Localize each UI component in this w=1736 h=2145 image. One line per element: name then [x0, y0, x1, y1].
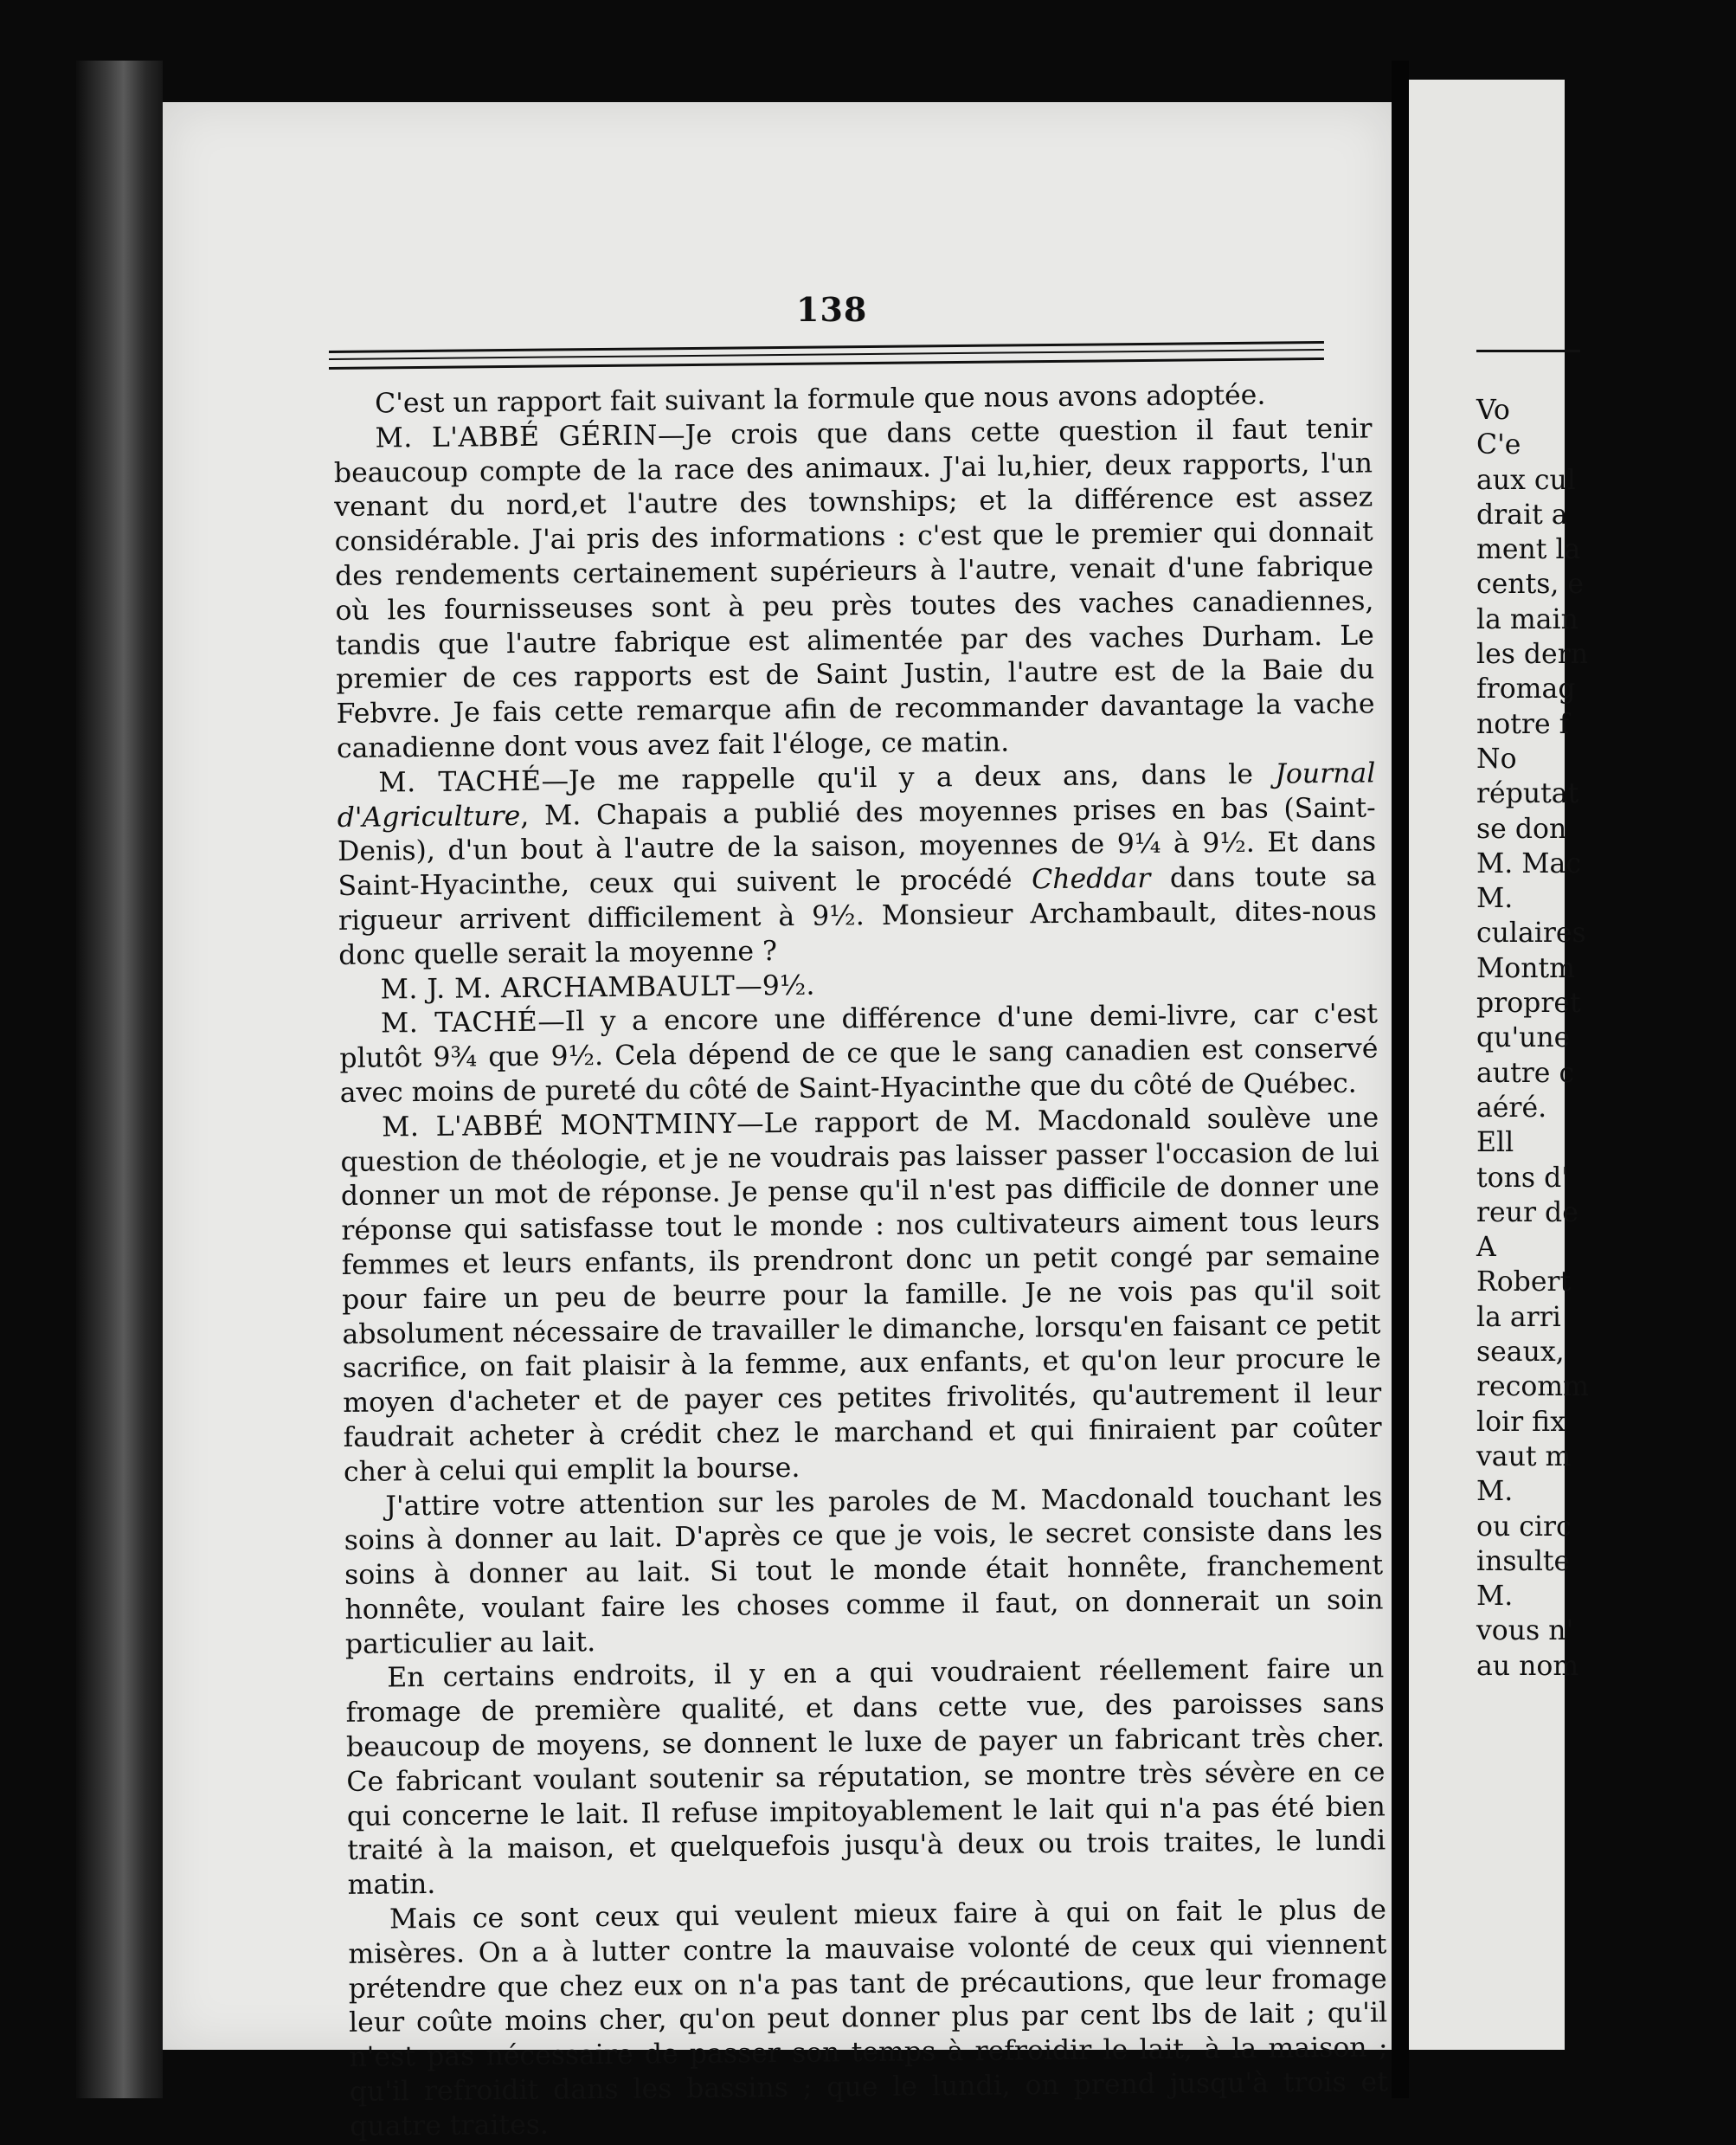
- left-page-body: [333, 377, 1388, 2144]
- speaker-name: M. L'ABBÉ GÉRIN: [375, 420, 659, 454]
- paragraph: [348, 1893, 1389, 2144]
- right-column-line: reur de: [1476, 1196, 1578, 1228]
- paragraph-text: J'attire votre attention sur les paroles de M. Macdonald touchant les soins à donner au lait. D'après ce que je vois, le secret consiste dans les soins à donner au lait. Si tout le monde était honnête, franchement honnête, voulant faire les choses comme il faut, on donnerait un soin particulier au lait.: [344, 1480, 1384, 1660]
- right-page: [1409, 80, 1590, 2050]
- right-header-rule: [1476, 350, 1580, 352]
- italic-text: Journal d'Agriculture: [337, 757, 1376, 834]
- paragraph-text: —Je me rappelle qu'il y a deux ans, dans le: [541, 758, 1276, 797]
- page-number: 138: [796, 290, 868, 329]
- right-column-line: No: [1476, 743, 1517, 775]
- speaker-name: M. J. M. ARCHAMBAULT: [380, 970, 736, 1006]
- right-column-line: réputat: [1476, 778, 1579, 810]
- speaker-name: M. TACHÉ: [380, 1007, 538, 1040]
- paragraph: [339, 998, 1379, 1111]
- right-column-line: notre f: [1476, 708, 1570, 740]
- right-column-line: au nom: [1476, 1650, 1579, 1682]
- paragraph-text: —Le rapport de M. Macdonald soulève une question de théologie, et je ne voudrais pas laisser passer l'occasion de lui donner un mot de réponse. Je pense qu'il n'est pas difficile de donner une réponse qui satisfasse tout le monde : nos cultivateurs aiment tous leurs femmes et leurs enfants, ils prendront donc un petit congé par semaine pour faire un peu de beurre pour la famille. Je ne vois pas qu'il soit absolument nécessaire de travailler le dimanche, lorsqu'en faisant ce petit sacrifice, on fait plaisir à la femme, aux enfants, et qu'on leur procure le moyen d'acheter et de payer ces petites frivolités, qu'autrement il leur faudrait acheter à crédit chez le marchand et qui finiraient par coûter cher à celui qui emplit la bourse.: [340, 1102, 1382, 1488]
- right-column-line: vaut m: [1476, 1440, 1572, 1472]
- right-column-line: M. Mac: [1476, 847, 1581, 879]
- right-column-line: loir fix: [1476, 1406, 1566, 1438]
- paragraph: [333, 412, 1375, 766]
- right-column-line: Robert: [1476, 1266, 1572, 1298]
- right-column-line: M.: [1476, 1476, 1514, 1508]
- right-column-line: les dern: [1476, 639, 1589, 671]
- paragraph: [340, 1101, 1382, 1490]
- right-column-line: ou circ: [1476, 1511, 1572, 1543]
- speaker-name: M. L'ABBÉ MONTMINY: [382, 1108, 737, 1143]
- right-column-line: M.: [1476, 1581, 1514, 1613]
- right-column-line: qu'une: [1476, 1022, 1571, 1054]
- paragraph-text: —9½.: [735, 969, 815, 1002]
- paragraph: [345, 1652, 1386, 1903]
- page-gutter: [1392, 61, 1409, 2098]
- paragraph-text: C'est un rapport fait suivant la formule que nous avons adoptée.: [375, 379, 1266, 420]
- right-column-line: ment la: [1476, 534, 1581, 566]
- paragraph-text: Mais ce sont ceux qui veulent mieux faire à qui on fait le plus de misères. On a à lutter contre la mauvaise volonté de ceux qui viennent prétendre que chez eux on n'a pas tant de précautions, que leur fromage leur coûte moins cher, qu'on peut donner plus par cent lbs de lait ; qu'il n'est pas nécessaire de passer son temps à refroidir le lait, à la maison ; qu'il refroidit dans les bassins ; que le lundi, on prend jusqu'à trois et quatre traites.: [348, 1894, 1389, 2142]
- right-column-line: culaires: [1476, 918, 1586, 950]
- paragraph-text: dans toute sa rigueur arrivent difficilement à 9½. Monsieur Archambault, dites-nous donc quelle serait la moyenne ?: [338, 860, 1378, 971]
- right-column-line: A: [1476, 1232, 1496, 1264]
- right-column-line: tons d': [1476, 1162, 1569, 1194]
- right-column-line: la main: [1476, 603, 1578, 635]
- right-page-column: [1476, 393, 1736, 1684]
- right-column-line: Vo: [1476, 395, 1510, 426]
- right-column-line: cents, e: [1476, 569, 1585, 601]
- paragraph: [344, 1480, 1384, 1662]
- speaker-name: M. TACHÉ: [378, 765, 542, 799]
- right-column-line: aéré.: [1476, 1092, 1547, 1124]
- paragraph-text: —Je crois que dans cette question il faut tenir beaucoup compte de la race des animaux. J'ai lu,hier, deux rapports, l'un venant du nord,et l'autre des townships; et la différence est assez considérable. J'ai pris des informations : c'est que le premier qui donnait des rendements certainement supérieurs à l'autre, venait d'une fabrique où les fournisseuses sont à peu près toutes des vaches canadiennes, tandis que l'autre fabrique est alimentée par des vaches Durham. Le premier de ces rapports est de Saint Justin, l'autre est de la Baie du Febvre. Je fais cette remarque afin de recommander davantage la vache canadienne dont vous avez fait l'éloge, ce matin.: [333, 413, 1375, 764]
- right-column-line: recomm: [1476, 1371, 1590, 1403]
- right-column-line: se don: [1476, 813, 1567, 845]
- right-column-line: aux cul: [1476, 464, 1576, 496]
- right-column-line: insulte: [1476, 1545, 1571, 1577]
- paragraph-text: En certains endroits, il y en a qui voudraient réellement faire un fromage de première qualité, et dans cette vue, des paroisses sans beaucoup de moyens, se donnent le luxe de payer un fabricant très cher. Ce fabricant voulant soutenir sa réputation, se montre très sévère en ce qui concerne le lait. Il refuse impitoyablement le lait qui n'a pas été bien traité à la maison, et quelquefois jusqu'à deux ou trois traites, le lundi matin.: [345, 1652, 1386, 1902]
- right-column-line: fromag: [1476, 673, 1576, 705]
- book-spine-shadow: [76, 61, 163, 2098]
- right-column-line: la arri: [1476, 1301, 1561, 1333]
- right-column-line: vous n': [1476, 1615, 1574, 1647]
- paragraph-text: —Il y a encore une différence d'une demi-livre, car c'est plutôt 9¾ que 9½. Cela dépend de ce que le sang canadien est conservé avec moins de pureté du côté de Saint-Hyacinthe que du côté de Québec.: [339, 998, 1379, 1109]
- right-column-line: Montm: [1476, 952, 1576, 984]
- right-column-line: Ell: [1476, 1127, 1514, 1159]
- right-column-line: C'e: [1476, 429, 1521, 461]
- right-column-line: drait a: [1476, 499, 1568, 531]
- italic-text: Cheddar: [1031, 863, 1151, 896]
- paragraph-text: , M. Chapais a publié des moyennes prises en bas (Saint-Denis), d'un bout à l'autre de la saison, moyennes de 9¼ à 9½. Et dans Saint-Hyacinthe, ceux qui suivent le procédé: [337, 792, 1377, 903]
- right-column-line: seaux,: [1476, 1337, 1565, 1369]
- paragraph: [337, 757, 1377, 973]
- right-column-line: M.: [1476, 883, 1514, 915]
- right-column-line: propret: [1476, 988, 1581, 1020]
- right-column-line: autre c: [1476, 1057, 1575, 1089]
